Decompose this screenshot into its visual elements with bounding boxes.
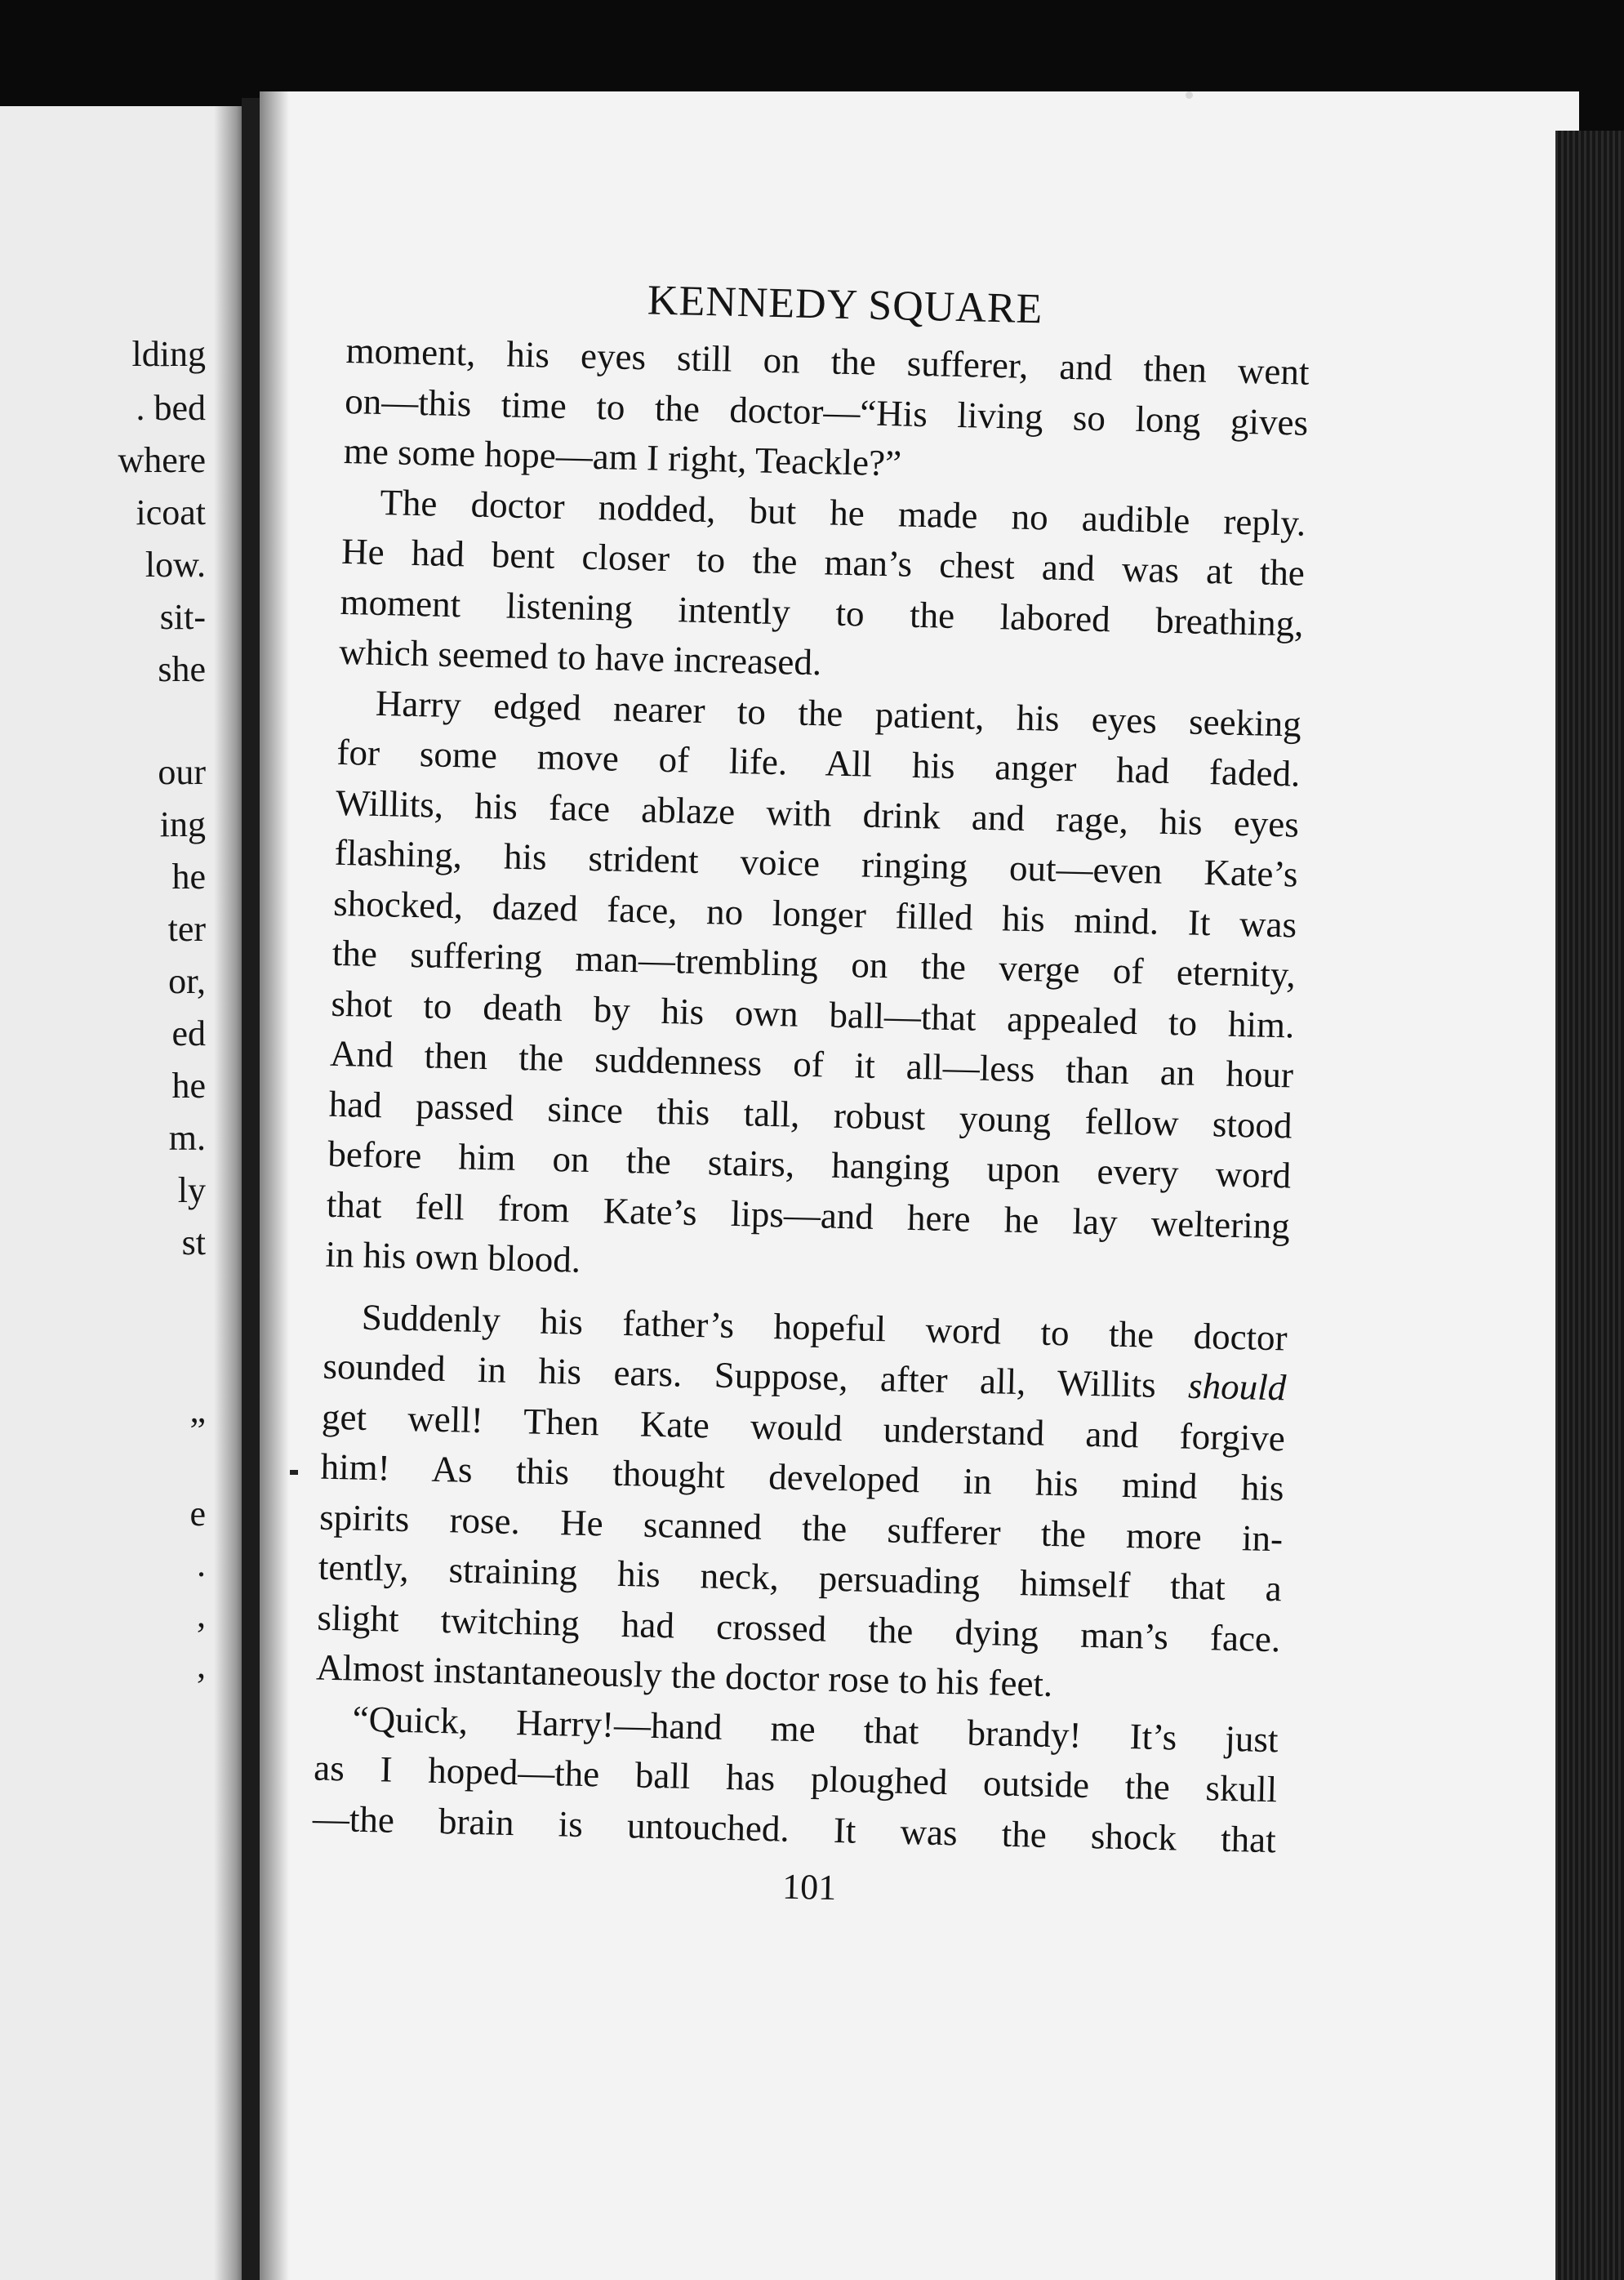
left-page-fragment: ” [189, 1410, 206, 1450]
left-page-fragment: ly [177, 1170, 206, 1210]
left-page-fragment: st [181, 1222, 206, 1262]
text-block [311, 269, 1311, 1918]
text-line: “Quick, Harry!—hand me that brandy! It’s just [352, 1698, 1279, 1760]
paragraph [343, 326, 1310, 498]
text-line: spirits rose. He scanned the sufferer the more in- [318, 1496, 1284, 1559]
facing-page-left [0, 106, 245, 2280]
text-line: which seemed to have increased. [338, 630, 822, 684]
text-line: Suddenly his father’s hopeful word to the doctor [361, 1296, 1288, 1358]
text-run: sounded in his ears. Suppose, after all, Willits [322, 1345, 1189, 1406]
left-page-fragment: ter [167, 909, 206, 949]
text-line: on—this time to the doctor—“His living so long gives [344, 380, 1309, 443]
left-page-fragment: she [158, 649, 206, 689]
text-line: flashing, his strident voice ringing out—even Kate’s [334, 831, 1299, 895]
left-page-fragment: ing [159, 804, 206, 844]
left-page-fragment: e [189, 1494, 206, 1534]
left-page-fragment: ed [171, 1013, 206, 1053]
text-line: shot to death by his own ball—that appealed to him. [331, 982, 1295, 1046]
text-line: as I hoped—the ball has ploughed outside the skull [313, 1747, 1278, 1810]
text-line: for some move of life. All his anger had faded. [336, 731, 1301, 795]
left-page-fragment: , [197, 1645, 206, 1686]
paragraph [315, 1291, 1288, 1715]
text-line: The doctor nodded, but he made no audible reply. [379, 481, 1306, 544]
page-number: 101 [781, 1866, 837, 1908]
text-line: tently, straining his neck, persuading himself that a [318, 1546, 1283, 1610]
text-line: And then the suddenness of it all—less than an hour [329, 1032, 1294, 1096]
text-line: —the brain is untouched. It was the shock that [312, 1797, 1277, 1860]
left-page-fragment: sit- [159, 597, 206, 637]
left-page-fragment: icoat [136, 492, 206, 532]
emphasized-word: should [1187, 1365, 1287, 1409]
text-line: in his own blood. [325, 1233, 581, 1280]
left-page-fragment: he [171, 1066, 206, 1106]
text-line: shocked, dazed face, no longer filled his mind. It was [332, 882, 1297, 946]
text-line: moment, his eyes still on the sufferer, and then went [345, 329, 1310, 393]
book-spine [242, 98, 260, 2280]
text-line: Almost instantaneously the doctor rose to his feet. [315, 1646, 1053, 1705]
text-line: Willits, his face ablaze with drink and rage, his eyes [335, 782, 1300, 845]
text-line: Harry edged nearer to the patient, his eyes seeking [375, 682, 1302, 745]
left-page-fragment: low. [145, 545, 206, 585]
text-line: before him on the stairs, hanging upon every word [327, 1133, 1292, 1196]
left-page-fragment: . [197, 1544, 206, 1584]
text-line: the suffering man—trembling on the verge of eternity, [331, 932, 1297, 995]
page-edge-shadow [260, 91, 289, 2280]
left-page-fragment: or, [168, 961, 206, 1001]
text-line: moment listening intently to the labored breathing, [340, 581, 1305, 644]
book-page [260, 91, 1579, 2280]
text-line: him! As this thought developed in his mind his [320, 1445, 1285, 1509]
text-line: me some hope—am I right, Teackle?” [343, 430, 902, 484]
text-line: that fell from Kate’s lips—and here he lay weltering [326, 1183, 1291, 1246]
text-line: get well! Then Kate would understand and forgive [321, 1396, 1286, 1458]
text-line: had passed since this tall, robust young fellow stood [328, 1083, 1293, 1147]
paragraph [312, 1693, 1279, 1865]
paragraph [325, 677, 1301, 1302]
left-page-fragment: our [158, 752, 206, 792]
left-page-fragment: m. [168, 1118, 206, 1158]
scan-speck [1186, 91, 1193, 99]
left-page-fragment: he [171, 857, 206, 897]
page-stack-edge [1555, 131, 1624, 2280]
running-head: KENNEDY SQUARE [647, 277, 1043, 333]
paragraph [339, 476, 1306, 699]
text-line: He had bent closer to the man’s chest and was at the [340, 530, 1306, 594]
left-page-fragment: . bed [136, 388, 206, 428]
left-page-fragment: where [118, 440, 206, 480]
left-page-fragment: , [197, 1595, 206, 1635]
margin-mark [290, 1470, 298, 1475]
text-line: slight twitching had crossed the dying man’s face. [316, 1596, 1281, 1659]
left-page-fragment: lding [131, 334, 206, 374]
